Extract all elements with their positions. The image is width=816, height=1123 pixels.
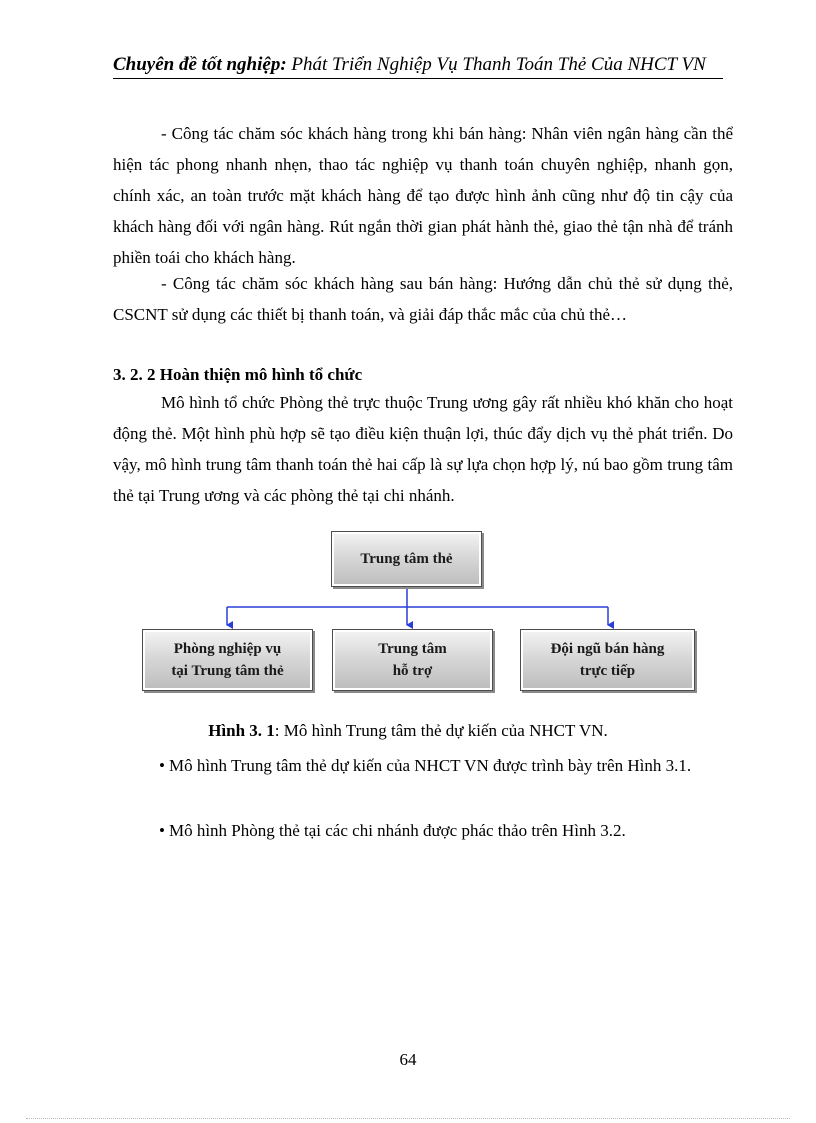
header-separator: : bbox=[280, 54, 287, 75]
header-title: Phát Triển Nghiệp Vụ Thanh Toán Thẻ Của NHCT VN bbox=[286, 54, 706, 75]
org-box-operations-dept-line1: Phòng nghiệp vụ bbox=[173, 641, 282, 657]
org-box-support-center bbox=[332, 629, 493, 691]
org-box-direct-sales bbox=[520, 629, 695, 691]
figure-caption-label: Hình 3. 1 bbox=[208, 721, 275, 740]
bullet-item bbox=[113, 815, 733, 846]
paragraph-care-after-sale: - Công tác chăm sóc khách hàng sau bán hàng: Hướng dẫn chủ thẻ sử dụng thẻ, CSCNT sử dụng các thiết bị thanh toán, và giải đáp thắc mắc của chủ thẻ… bbox=[113, 274, 733, 324]
figure-caption-text: : Mô hình Trung tâm thẻ dự kiến của NHCT VN. bbox=[274, 721, 608, 740]
org-box-support-center-line1: Trung tâm bbox=[378, 641, 447, 657]
bullet-dot-icon: • bbox=[159, 821, 165, 840]
paragraph-care-during-sale: - Công tác chăm sóc khách hàng trong khi bán hàng: Nhân viên ngân hàng cần thể hiện tác phong nhanh nhẹn, thao tác nghiệp vụ thanh toán chuyên nghiệp, nhanh gọn, chính xác, an toàn trước mặt khách hàng để tạo được hình ảnh cũng như độ tin cậy của khách hàng đối với ngân hàng. Rút ngắn thời gian phát hành thẻ, giao thẻ tận nhà để tránh phiền toái cho khách hàng. bbox=[113, 124, 733, 267]
org-box-card-center bbox=[331, 531, 482, 587]
header-label: Chuyên đề tốt nghiệp bbox=[113, 54, 281, 75]
page-bottom-divider bbox=[26, 1118, 790, 1119]
org-box-support-center-line2: hỗ trợ bbox=[392, 663, 433, 679]
bullet-text: Mô hình Trung tâm thẻ dự kiến của NHCT VN được trình bày trên Hình 3.1. bbox=[168, 756, 692, 775]
org-box-card-center-label: Trung tâm thẻ bbox=[360, 551, 453, 567]
section-heading: 3. 2. 2 Hoàn thiện mô hình tổ chức bbox=[113, 365, 363, 384]
org-box-direct-sales-line1: Đội ngũ bán hàng bbox=[550, 641, 665, 657]
page-number: 64 bbox=[399, 1050, 417, 1069]
figure-caption bbox=[0, 719, 816, 743]
bullet-dot-icon: • bbox=[159, 756, 165, 775]
org-box-operations-dept bbox=[142, 629, 313, 691]
bullet-text: Mô hình Phòng thẻ tại các chi nhánh được phác thảo trên Hình 3.2. bbox=[168, 821, 626, 840]
document-header bbox=[113, 52, 723, 79]
org-box-operations-dept-line2: tại Trung tâm thẻ bbox=[171, 663, 284, 679]
org-box-direct-sales-line2: trực tiếp bbox=[579, 663, 636, 679]
bullet-item bbox=[113, 750, 733, 781]
paragraph-org-model: Mô hình tổ chức Phòng thẻ trực thuộc Trung ương gây rất nhiều khó khăn cho hoạt động thẻ. Một hình phù hợp sẽ tạo điều kiện thuận lợi, thúc đẩy dịch vụ thẻ phát triển. Do vậy, mô hình trung tâm thanh toán thẻ hai cấp là sự lựa chọn hợp lý, nú bao gồm trung tâm thẻ tại Trung ương và các phòng thẻ tại chi nhánh. bbox=[113, 393, 733, 505]
